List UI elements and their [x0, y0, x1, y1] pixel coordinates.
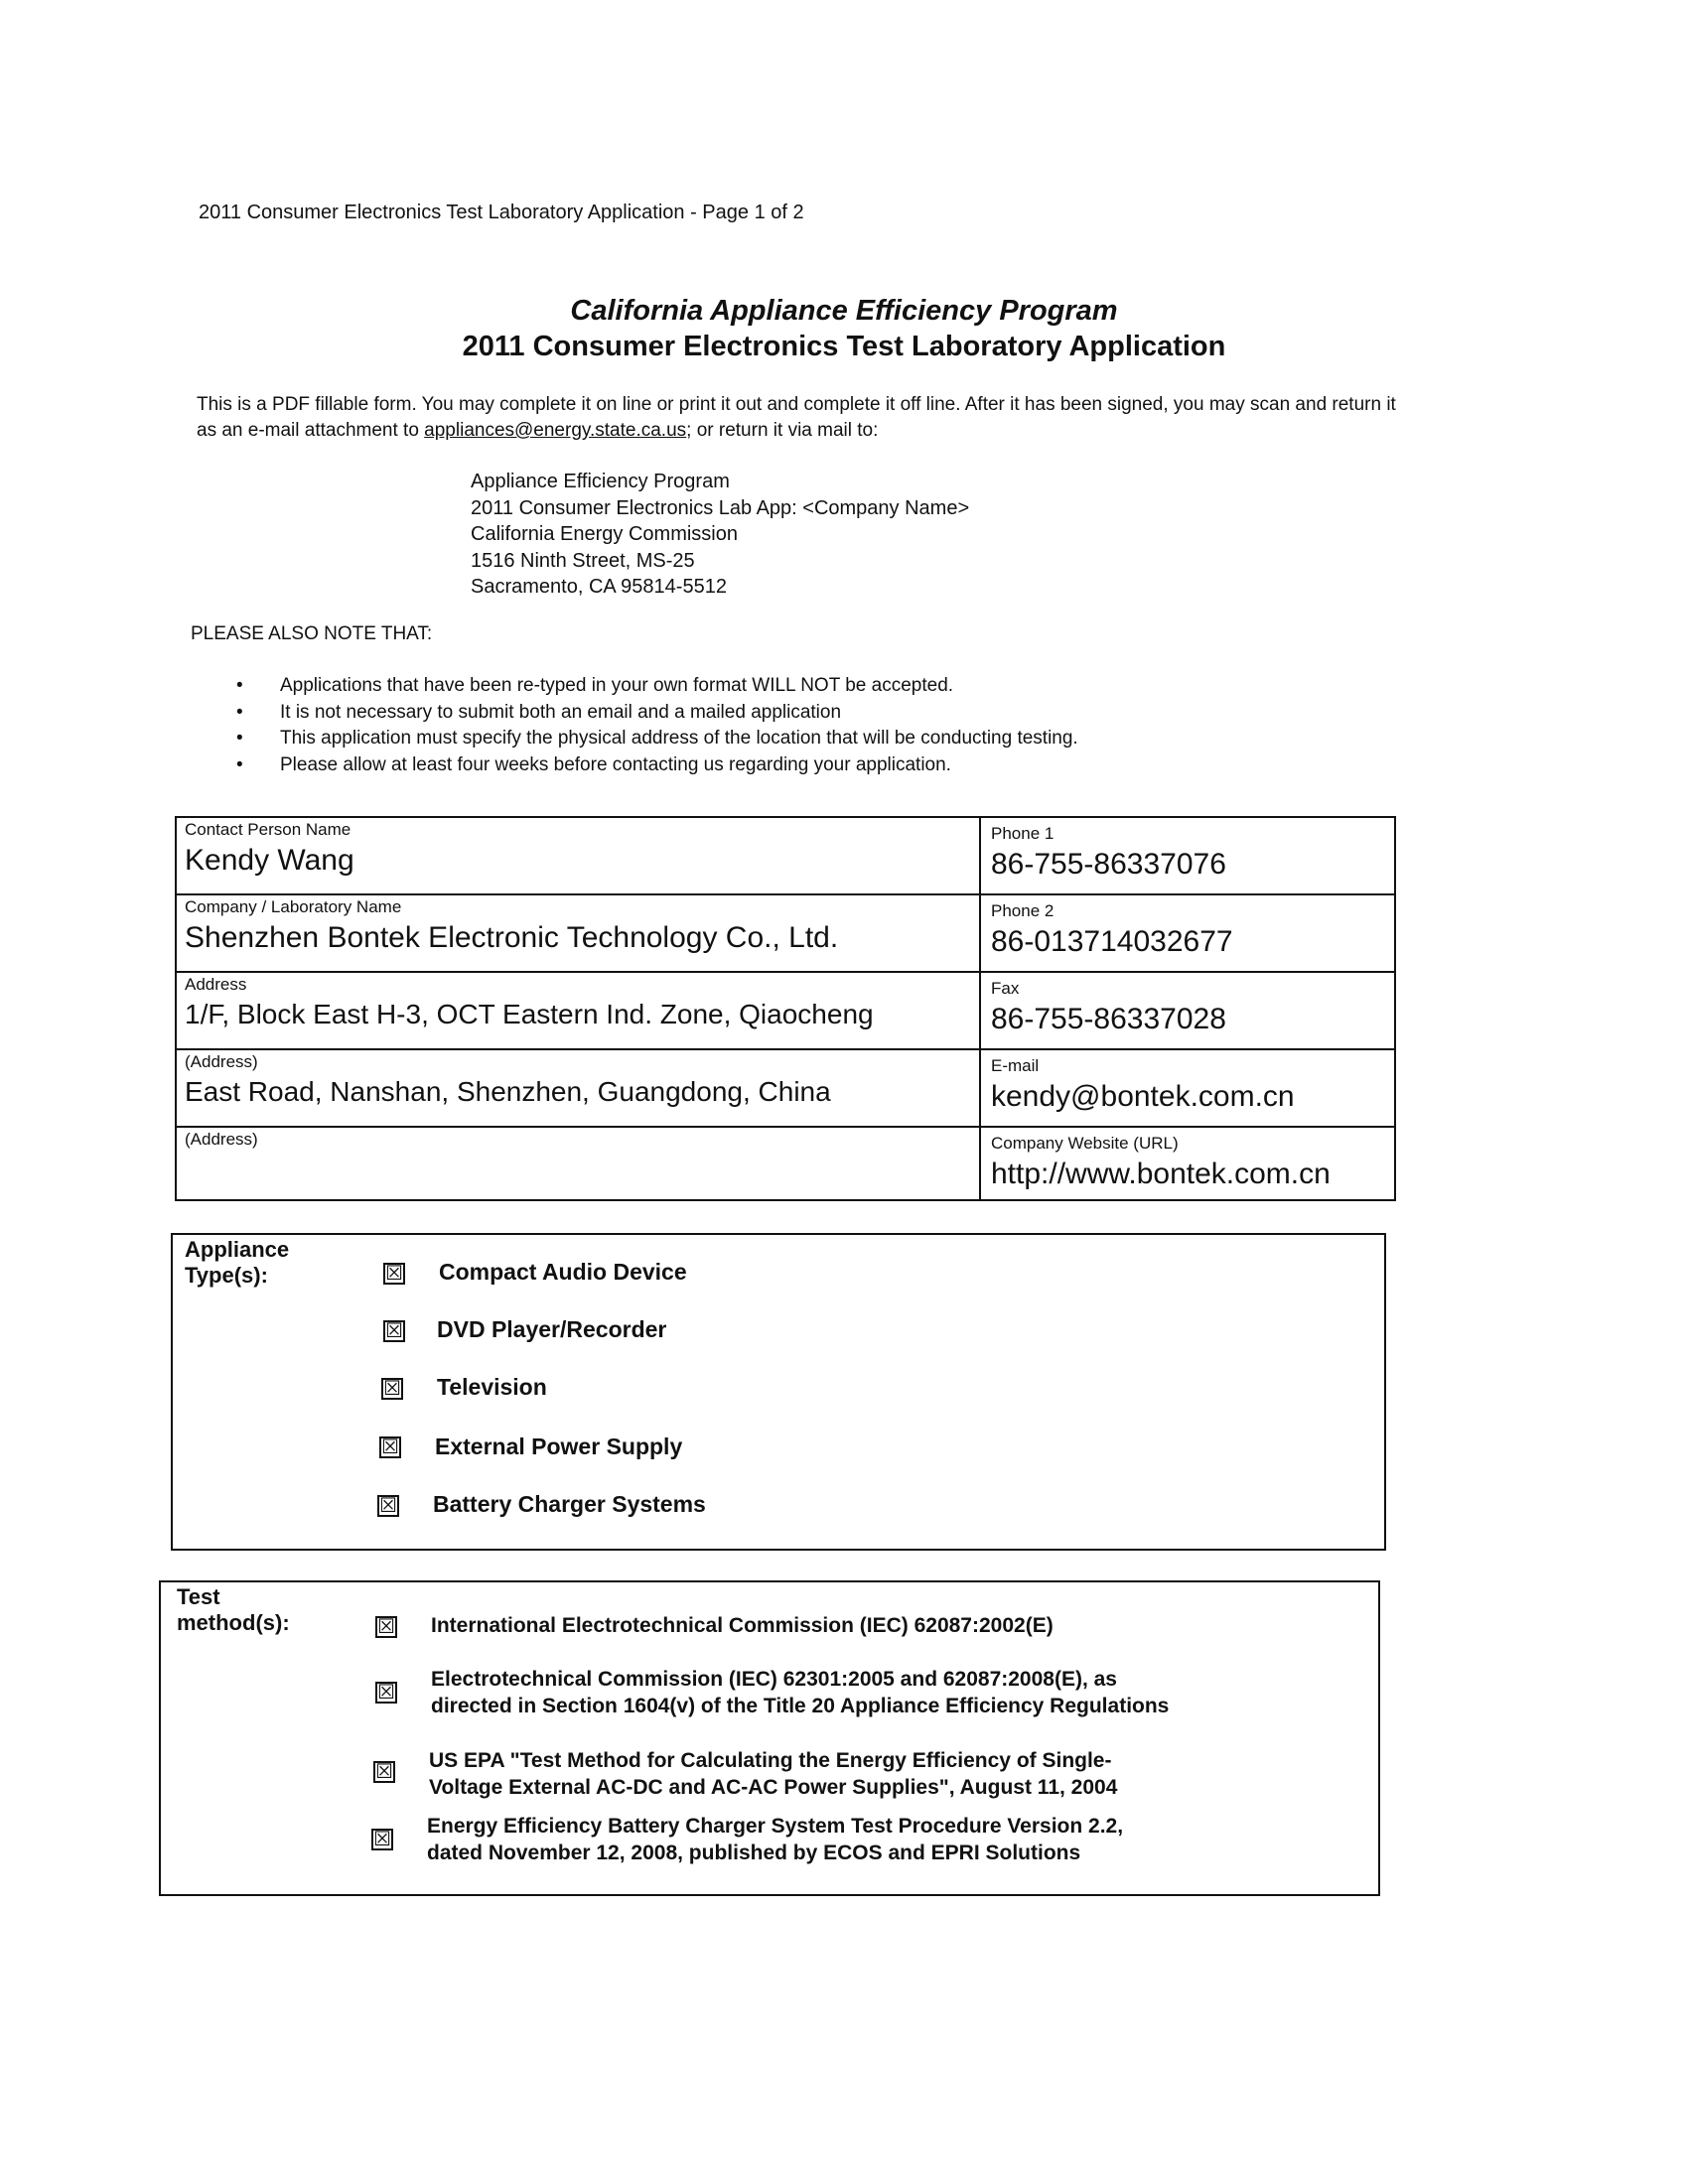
submission-email-link[interactable]: appliances@energy.state.ca.us — [424, 420, 687, 441]
test-label-line: Test — [177, 1584, 220, 1609]
address1-field[interactable]: 1/F, Block East H-3, OCT Eastern Ind. Zone, Qiaocheng — [185, 999, 874, 1029]
address3-label: (Address) — [185, 1130, 258, 1149]
row-divider — [177, 971, 1394, 973]
appliance-types-section — [171, 1233, 1386, 1551]
test-method-us-epa — [429, 1747, 1323, 1801]
option-television: Television — [437, 1374, 547, 1400]
appliance-label-line: Type(s): — [185, 1263, 268, 1288]
column-divider — [979, 818, 981, 1199]
website-field[interactable]: http://www.bontek.com.cn — [991, 1158, 1331, 1190]
checkbox-compact-audio[interactable]: ☒ — [383, 1263, 405, 1285]
fax-cell — [991, 979, 1226, 1036]
contact-table — [175, 816, 1396, 1201]
checkbox-iec-62087-2002[interactable]: ☒ — [375, 1616, 397, 1638]
test-method-iec-62301 — [431, 1666, 1325, 1719]
checkbox-battery-charger[interactable]: ☒ — [377, 1495, 399, 1517]
fax-label: Fax — [991, 979, 1020, 998]
address1-cell — [185, 975, 874, 1030]
phone1-cell — [991, 824, 1226, 882]
test-label-line: method(s): — [177, 1610, 290, 1635]
intro-paragraph — [197, 392, 1408, 444]
intro-text-end: ; or return it via mail to: — [686, 420, 879, 441]
option-external-power: External Power Supply — [435, 1433, 683, 1459]
email-cell — [991, 1056, 1295, 1114]
note-item: • Please allow at least four weeks before contacting us regarding your application. — [236, 752, 1078, 779]
test-method-line: International Electrotechnical Commission (IEC) 62087:2002(E) — [431, 1614, 1054, 1637]
test-method-line: directed in Section 1604(v) of the Title 20 Appliance Efficiency Regulations — [431, 1695, 1170, 1717]
phone2-label: Phone 2 — [991, 901, 1055, 920]
note-heading: PLEASE ALSO NOTE THAT: — [191, 623, 433, 644]
test-method-battery-charger — [427, 1813, 1321, 1866]
note-item: • Applications that have been re-typed in your own format WILL NOT be accepted. — [236, 673, 1078, 700]
website-label: Company Website (URL) — [991, 1134, 1179, 1153]
website-cell — [991, 1134, 1331, 1191]
checkbox-battery-charger-procedure[interactable]: ☒ — [371, 1829, 393, 1850]
checkbox-dvd[interactable]: ☒ — [383, 1320, 405, 1342]
option-battery-charger: Battery Charger Systems — [433, 1491, 706, 1517]
contact-person-cell — [185, 820, 354, 878]
application-title: 2011 Consumer Electronics Test Laboratory Application — [462, 331, 1226, 362]
address-line: Sacramento, CA 95814-5512 — [471, 576, 727, 598]
checkbox-iec-62301[interactable]: ☒ — [375, 1682, 397, 1704]
test-method-line: US EPA "Test Method for Calculating the Energy Efficiency of Single- — [429, 1749, 1112, 1772]
checkbox-external-power[interactable]: ☒ — [379, 1436, 401, 1458]
option-compact-audio: Compact Audio Device — [439, 1259, 687, 1285]
address-line: California Energy Commission — [471, 523, 738, 545]
phone2-cell — [991, 901, 1233, 959]
address3-cell — [185, 1130, 258, 1154]
address2-label: (Address) — [185, 1052, 258, 1071]
test-methods-label — [177, 1584, 290, 1636]
company-label: Company / Laboratory Name — [185, 897, 402, 916]
row-divider — [177, 1126, 1394, 1128]
appliance-label-line: Appliance — [185, 1237, 290, 1262]
test-method-line: Energy Efficiency Battery Charger System Test Procedure Version 2.2, — [427, 1815, 1124, 1838]
row-divider — [177, 1048, 1394, 1050]
note-item: • This application must specify the physical address of the location that will be conducting testing. — [236, 726, 1078, 752]
fax-field[interactable]: 86-755-86337028 — [991, 1003, 1226, 1035]
intro-text: This is a PDF fillable form. You may complete it on line or print it out and complete it off line. After it has been signed, you may scan and return it as an e-mail attachment to — [197, 394, 1396, 441]
note-item: • It is not necessary to submit both an email and a mailed application — [236, 700, 1078, 727]
mailing-address — [471, 469, 969, 601]
contact-person-label: Contact Person Name — [185, 820, 352, 839]
test-method-line: dated November 12, 2008, published by ECOS and EPRI Solutions — [427, 1842, 1081, 1864]
company-field[interactable]: Shenzhen Bontek Electronic Technology Co., Ltd. — [185, 921, 839, 954]
checkbox-us-epa[interactable]: ☒ — [373, 1761, 395, 1783]
test-method-line: Voltage External AC-DC and AC-AC Power Supplies", August 11, 2004 — [429, 1776, 1118, 1799]
address-line: Appliance Efficiency Program — [471, 471, 730, 492]
contact-person-field[interactable]: Kendy Wang — [185, 844, 354, 877]
notes-list — [236, 673, 1078, 778]
phone1-label: Phone 1 — [991, 824, 1055, 843]
address2-field[interactable]: East Road, Nanshan, Shenzhen, Guangdong, China — [185, 1076, 831, 1107]
test-method-line: Electrotechnical Commission (IEC) 62301:2005 and 62087:2008(E), as — [431, 1668, 1117, 1691]
program-title: California Appliance Efficiency Program — [570, 295, 1118, 327]
address-label: Address — [185, 975, 247, 994]
phone1-field[interactable]: 86-755-86337076 — [991, 848, 1226, 881]
address-line: 1516 Ninth Street, MS-25 — [471, 549, 695, 572]
option-dvd: DVD Player/Recorder — [437, 1316, 667, 1342]
test-method-iec-62087 — [431, 1612, 1325, 1639]
phone2-field[interactable]: 86-013714032677 — [991, 925, 1233, 958]
page-header: 2011 Consumer Electronics Test Laboratory Application - Page 1 of 2 — [199, 202, 804, 223]
row-divider — [177, 893, 1394, 895]
checkbox-television[interactable]: ☒ — [381, 1378, 403, 1400]
appliance-types-label — [185, 1237, 289, 1289]
email-field[interactable]: kendy@bontek.com.cn — [991, 1080, 1295, 1113]
email-label: E-mail — [991, 1056, 1040, 1075]
test-methods-section — [159, 1580, 1380, 1896]
address-line: 2011 Consumer Electronics Lab App: <Company Name> — [471, 496, 970, 519]
address2-cell — [185, 1052, 831, 1108]
company-cell — [185, 897, 838, 955]
